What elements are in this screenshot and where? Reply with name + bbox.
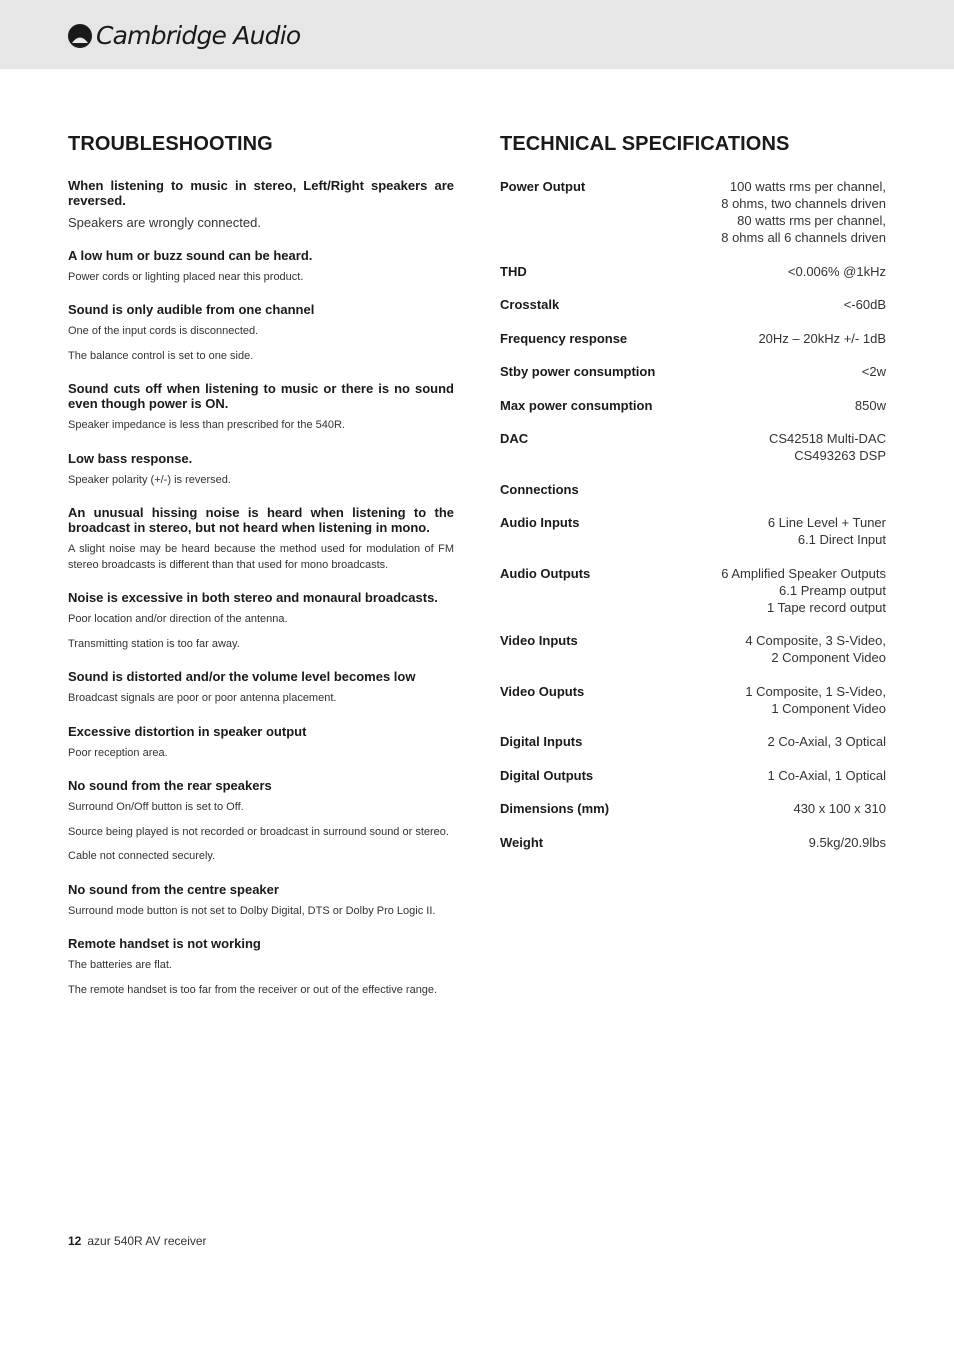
spec-row: [500, 767, 886, 784]
spec-value: [862, 363, 886, 380]
spec-label: Video Ouputs: [500, 683, 585, 699]
issue-title: A low hum or buzz sound can be heard.: [68, 247, 313, 263]
issue-title: Sound is distorted and/or the volume level becomes low: [68, 669, 416, 684]
spec-value: [769, 430, 886, 464]
spec-label: Frequency response: [500, 330, 628, 346]
spec-row: [500, 178, 886, 246]
issue-cause: Poor location and/or direction of the antenna.: [68, 613, 288, 625]
troubleshooting-item: [68, 451, 454, 489]
spec-label: Video Inputs: [500, 633, 578, 648]
issue-cause: Cable not connected securely.: [68, 850, 216, 862]
troubleshooting-section: [68, 133, 454, 1015]
issue-cause: Transmitting station is too far away.: [68, 637, 240, 650]
spec-label: DAC: [500, 431, 529, 446]
spec-value-line: 6 Line Level + Tuner: [767, 515, 886, 530]
spec-row: [500, 834, 886, 851]
issue-cause: One of the input cords is disconnected.: [68, 325, 259, 337]
troubleshooting-item: [68, 669, 454, 707]
product-name: azur 540R AV receiver: [87, 1234, 207, 1248]
spec-label: Audio Outputs: [500, 565, 591, 581]
spec-row: [500, 481, 886, 498]
spec-value: [768, 514, 886, 548]
spec-label: Weight: [500, 834, 544, 850]
issue-cause: Speaker impedance is less than prescribed for the 540R.: [68, 419, 345, 431]
spec-label: Power Output: [500, 179, 586, 194]
spec-value-line: 2 Component Video: [771, 650, 886, 665]
spec-value: [793, 800, 886, 817]
spec-row: [500, 565, 886, 616]
spec-label: Digital Outputs: [500, 767, 594, 783]
spec-value-line: <2w: [861, 364, 886, 379]
spec-value-line: 4 Composite, 3 S-Video,: [745, 633, 886, 648]
troubleshooting-item: [68, 505, 454, 573]
spec-value: [768, 767, 887, 784]
troubleshooting-item: [68, 936, 454, 998]
brand-name: Cambridge Audio: [96, 21, 301, 50]
cambridge-audio-logo-icon: [68, 24, 92, 48]
spec-value-line: CS493263 DSP: [794, 448, 886, 463]
issue-cause: Surround On/Off button is set to Off.: [68, 801, 244, 813]
issue-title: Excessive distortion in speaker output: [68, 723, 307, 739]
troubleshooting-item: [68, 248, 454, 286]
troubleshooting-item: [68, 590, 454, 652]
specifications-list: [500, 178, 886, 851]
spec-value-line: CS42518 Multi-DAC: [768, 431, 886, 446]
spec-value-line: 100 watts rms per channel,: [729, 179, 886, 194]
spec-value: [809, 834, 886, 851]
issue-cause: The batteries are flat.: [68, 959, 172, 971]
spec-value-line: 6 Amplified Speaker Outputs: [721, 565, 886, 581]
spec-row: [500, 263, 886, 280]
troubleshooting-item: [68, 302, 454, 364]
spec-value-line: 6.1 Preamp output: [779, 582, 886, 598]
spec-label: Audio Inputs: [500, 515, 580, 530]
issue-cause: The remote handset is too far from the receiver or out of the effective range.: [68, 983, 438, 996]
spec-value-line: 850w: [854, 397, 886, 413]
issue-title: Noise is excessive in both stereo and monaural broadcasts.: [68, 590, 438, 605]
spec-label: THD: [500, 263, 527, 279]
spec-value-line: 80 watts rms per channel,: [737, 213, 886, 228]
issue-cause: Speaker polarity (+/-) is reversed.: [68, 473, 231, 486]
issue-cause: Surround mode button is not set to Dolby Digital, DTS or Dolby Pro Logic II.: [68, 904, 436, 917]
spec-label: Crosstalk: [500, 297, 560, 312]
spec-value: [721, 178, 886, 246]
spec-value: [768, 733, 887, 750]
specifications-section: [500, 133, 886, 867]
troubleshooting-item: [68, 882, 454, 920]
spec-value-line: 1 Composite, 1 S-Video,: [745, 683, 886, 699]
spec-row: [500, 330, 886, 347]
troubleshooting-list: [68, 178, 454, 998]
spec-value: [758, 330, 886, 347]
spec-value: [745, 632, 886, 666]
spec-value: [844, 296, 886, 313]
spec-value: [721, 565, 886, 616]
issue-title: Sound cuts off when listening to music or there is no sound even though power is ON.: [68, 381, 454, 411]
spec-row: [500, 514, 886, 548]
spec-value-line: 6.1 Direct Input: [797, 532, 886, 547]
issue-title: Sound is only audible from one channel: [68, 302, 315, 317]
spec-value-line: 20Hz – 20kHz +/- 1dB: [758, 330, 886, 346]
issue-cause: Source being played is not recorded or broadcast in surround sound or stereo.: [68, 825, 449, 838]
issue-cause: Speakers are wrongly connected.: [68, 215, 261, 230]
brand-logo: [68, 22, 300, 50]
issue-title: Remote handset is not working: [68, 936, 261, 951]
troubleshooting-item: [68, 778, 454, 865]
spec-value-line: 9.5kg/20.9lbs: [808, 834, 886, 850]
spec-value-line: 430 x 100 x 310: [793, 801, 886, 816]
troubleshooting-item: [68, 178, 454, 231]
spec-row: [500, 296, 886, 313]
specifications-heading: TECHNICAL SPECIFICATIONS: [500, 133, 790, 155]
issue-cause: Poor reception area.: [68, 746, 168, 759]
issue-cause: The balance control is set to one side.: [68, 349, 254, 362]
spec-label: Max power consumption: [500, 397, 653, 413]
spec-value-line: <-60dB: [843, 297, 886, 312]
spec-row: [500, 430, 886, 464]
spec-value: [788, 263, 886, 280]
issue-cause: Power cords or lighting placed near this product.: [68, 270, 304, 283]
spec-label: Dimensions (mm): [500, 801, 610, 816]
page-number: 12: [68, 1234, 82, 1248]
spec-value-line: 8 ohms, two channels driven: [721, 196, 886, 211]
page-header: [0, 0, 954, 69]
spec-value: [855, 397, 886, 414]
troubleshooting-item: [68, 381, 454, 434]
issue-title: When listening to music in stereo, Left/Right speakers are reversed.: [68, 178, 454, 208]
spec-value-line: 1 Tape record output: [766, 599, 886, 615]
issue-cause: A slight noise may be heard because the method used for modulation of FM stereo broadcasts is different than that used for mono broadcasts.: [68, 543, 454, 571]
spec-row: [500, 363, 886, 380]
spec-value-line: 1 Co-Axial, 1 Optical: [767, 767, 886, 783]
issue-cause: Broadcast signals are poor or poor antenna placement.: [68, 692, 337, 704]
issue-title: No sound from the rear speakers: [68, 778, 272, 793]
issue-title: Low bass response.: [68, 450, 193, 466]
spec-value-line: <0.006% @1kHz: [787, 263, 886, 279]
spec-label: Connections: [500, 481, 579, 497]
spec-value-line: 1 Component Video: [771, 700, 886, 716]
page-footer: [68, 1234, 207, 1248]
spec-value: [745, 683, 886, 717]
troubleshooting-heading: TROUBLESHOOTING: [68, 133, 273, 155]
issue-title: No sound from the centre speaker: [68, 881, 279, 897]
spec-row: [500, 683, 886, 717]
spec-row: [500, 397, 886, 414]
spec-label: Stby power consumption: [500, 364, 656, 379]
spec-value-line: 2 Co-Axial, 3 Optical: [767, 734, 886, 749]
spec-row: [500, 632, 886, 666]
issue-title: An unusual hissing noise is heard when listening to the broadcast in stereo, but not heard when listening in mono.: [68, 505, 454, 535]
spec-row: [500, 733, 886, 750]
spec-value-line: 8 ohms all 6 channels driven: [721, 230, 886, 245]
spec-row: [500, 800, 886, 817]
spec-label: Digital Inputs: [500, 734, 583, 749]
troubleshooting-item: [68, 724, 454, 762]
